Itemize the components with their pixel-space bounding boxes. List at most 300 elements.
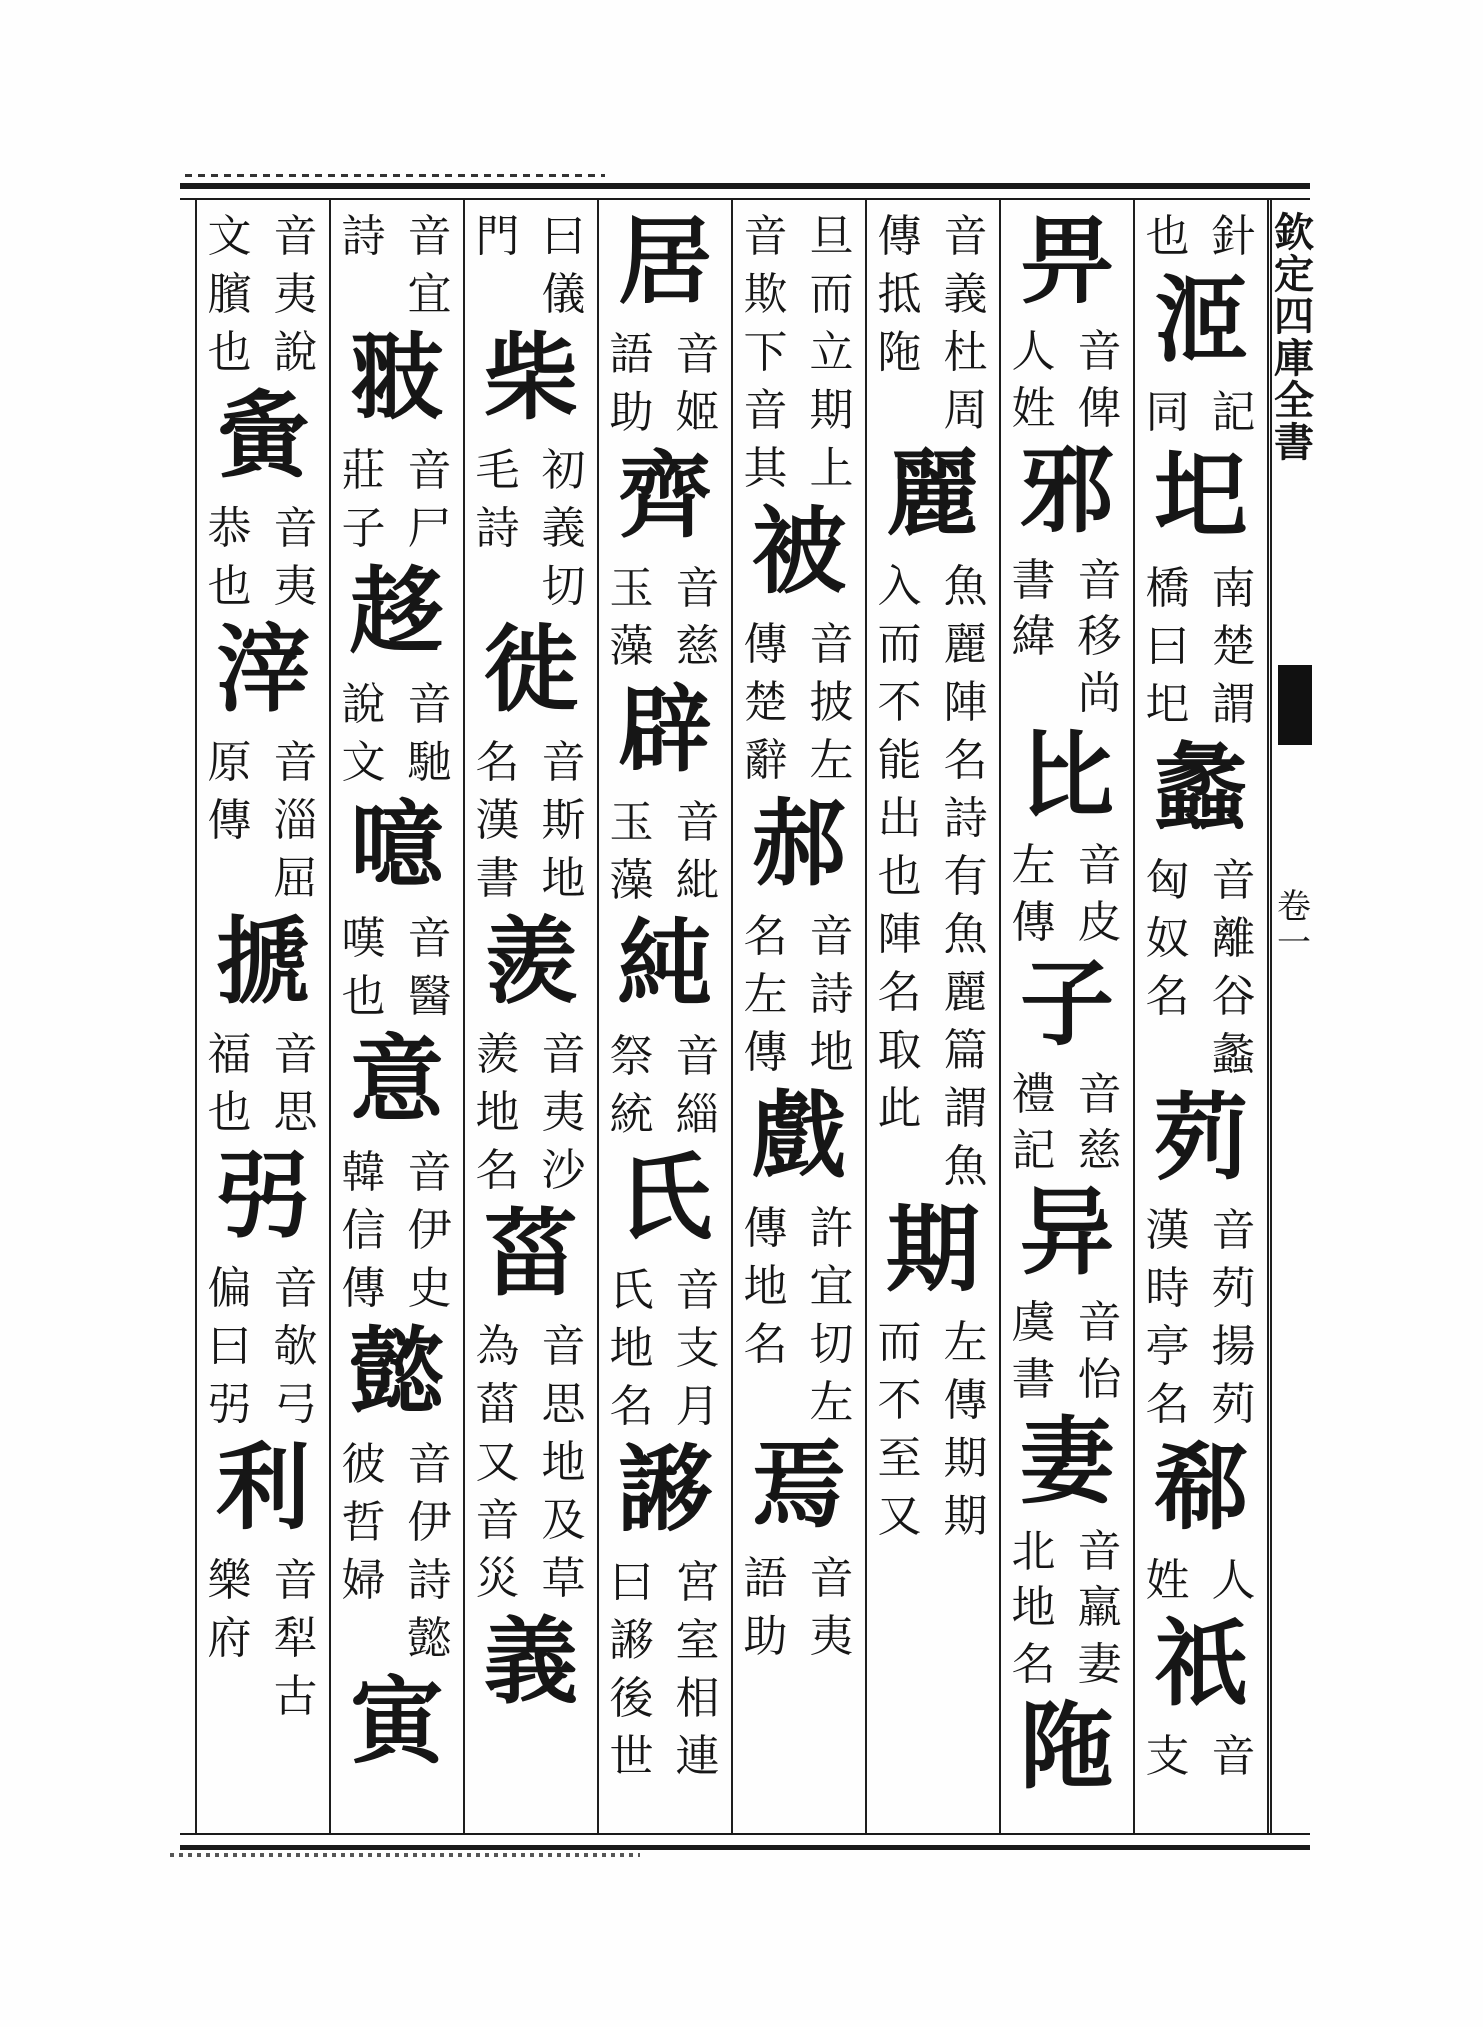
annotation-char-right: 杜 <box>943 327 988 378</box>
headword-char: 利 <box>215 1433 310 1543</box>
annotation-char-right: 音 <box>273 1555 318 1606</box>
annotation-char-right: 姬 <box>675 387 720 438</box>
annotation-char-left: 又 <box>877 1491 922 1542</box>
annotation-char-right: 史 <box>407 1263 452 1314</box>
annotation-char-left: 毛 <box>475 445 520 496</box>
annotation-char-right: 離 <box>1211 913 1256 964</box>
annotation-char-right: 緇 <box>675 1089 720 1140</box>
headword-char: 比 <box>1019 720 1114 831</box>
annotation-char-left: 統 <box>609 1089 654 1140</box>
annotation-char-left: 文 <box>207 211 252 262</box>
annotation-char-right: 及 <box>541 1495 586 1546</box>
annotation-char-left: 藻 <box>609 855 654 906</box>
annotation-char-left: 傳 <box>341 1263 386 1314</box>
annotation-char-left: 羨 <box>475 1029 520 1080</box>
annotation-char-right: 記 <box>1211 387 1256 438</box>
headword-char: 氏 <box>617 1143 712 1253</box>
annotation-char-right: 音 <box>407 913 452 964</box>
volume-label: 卷一 <box>1277 887 1311 963</box>
annotation-char-right: 音 <box>675 563 720 614</box>
headword-char: 陁 <box>1019 1691 1114 1802</box>
annotation-char-right: 人 <box>1211 1555 1256 1606</box>
annotation-char-left: 緯 <box>1011 611 1056 663</box>
annotation-char-right: 期 <box>943 1491 988 1542</box>
headword-char: 菑 <box>483 1199 578 1309</box>
annotation-char-right: 弓 <box>273 1379 318 1430</box>
headword-char: 噫 <box>349 791 444 901</box>
annotation-char-left: 信 <box>341 1205 386 1256</box>
headword-char: 祇 <box>1153 1609 1248 1719</box>
annotation-char-left: 下 <box>743 327 788 378</box>
annotation-char-left: 匈 <box>1145 855 1190 906</box>
annotation-char-right: 南 <box>1211 563 1256 614</box>
annotation-char-right: 左 <box>809 1377 854 1428</box>
headword-char: 搋 <box>215 907 310 1017</box>
annotation-char-right: 思 <box>273 1087 318 1138</box>
annotation-char-left: 亭 <box>1145 1321 1190 1372</box>
annotation-char-right: 懿 <box>407 1613 452 1664</box>
annotation-char-left: 姓 <box>1145 1555 1190 1606</box>
annotation-char-left: 能 <box>877 735 922 786</box>
annotation-char-left: 氏 <box>609 1265 654 1316</box>
annotation-char-left: 名 <box>475 1145 520 1196</box>
annotation-char-right: 音 <box>273 1263 318 1314</box>
annotation-char-left: 傳 <box>877 211 922 262</box>
top-border-thin <box>180 198 1310 200</box>
annotation-char-left: 助 <box>609 387 654 438</box>
annotation-char-left: 傳 <box>743 1203 788 1254</box>
annotation-char-right: 紕 <box>675 855 720 906</box>
annotation-char-left: 名 <box>1145 971 1190 1022</box>
annotation-char-left: 記 <box>1011 1125 1056 1177</box>
annotation-char-right: 謂 <box>1211 679 1256 730</box>
annotation-char-left: 門 <box>475 211 520 262</box>
annotation-char-left: 也 <box>207 1087 252 1138</box>
headword-char: 期 <box>885 1195 980 1305</box>
annotation-char-right: 草 <box>541 1553 586 1604</box>
headword-char: 羨 <box>483 907 578 1017</box>
annotation-char-right: 音 <box>1077 1068 1122 1120</box>
annotation-char-right: 支 <box>675 1323 720 1374</box>
annotation-char-right: 義 <box>541 503 586 554</box>
annotation-char-right: 宜 <box>809 1261 854 1312</box>
text-column <box>464 211 598 1825</box>
annotation-char-left: 婦 <box>341 1555 386 1606</box>
annotation-char-right: 音 <box>407 1147 452 1198</box>
headword-char: 居 <box>617 207 712 317</box>
bottom-border-thin <box>180 1833 1310 1835</box>
annotation-char-left: 不 <box>877 1375 922 1426</box>
top-border-thick <box>180 183 1310 189</box>
headword-char: 畀 <box>1019 207 1114 317</box>
annotation-char-right: 音 <box>1211 1205 1256 1256</box>
annotation-char-left: 陣 <box>877 909 922 960</box>
annotation-char-left: 漢 <box>1145 1205 1190 1256</box>
annotation-char-left: 漢 <box>475 795 520 846</box>
annotation-char-right: 音 <box>1077 554 1122 606</box>
annotation-char-left: 也 <box>877 851 922 902</box>
annotation-char-right: 欹 <box>273 1321 318 1372</box>
annotation-char-left: 而 <box>877 1317 922 1368</box>
annotation-char-left: 福 <box>207 1029 252 1080</box>
annotation-char-left: 恭 <box>207 503 252 554</box>
annotation-char-right: 蠡 <box>1211 1029 1256 1080</box>
annotation-char-right: 謂 <box>943 1083 988 1134</box>
headword-char: 趍 <box>349 557 444 667</box>
annotation-char-left: 取 <box>877 1025 922 1076</box>
headword-char: 妻 <box>1019 1406 1114 1517</box>
annotation-char-right: 詩 <box>809 969 854 1020</box>
headword-char: 徙 <box>483 615 578 725</box>
annotation-char-right: 音 <box>809 1553 854 1604</box>
annotation-char-right: 音 <box>273 737 318 788</box>
annotation-char-right: 音 <box>1211 855 1256 906</box>
annotation-char-left: 其 <box>743 443 788 494</box>
headword-char: 焉 <box>751 1431 846 1541</box>
annotation-char-left: 為 <box>475 1321 520 1372</box>
headword-char: 茢 <box>1153 1083 1248 1193</box>
annotation-char-left: 入 <box>877 561 922 612</box>
annotation-char-left: 陁 <box>877 327 922 378</box>
annotation-char-right: 許 <box>809 1203 854 1254</box>
headword-char: 蠡 <box>1153 733 1248 843</box>
annotation-char-left: 名 <box>1145 1379 1190 1430</box>
annotation-char-right: 相 <box>675 1673 720 1724</box>
annotation-char-left: 地 <box>475 1087 520 1138</box>
annotation-char-right: 夷 <box>273 269 318 320</box>
annotation-char-right: 音 <box>407 211 452 262</box>
annotation-char-right: 犁 <box>273 1613 318 1664</box>
annotation-char-left: 虞 <box>1011 1297 1056 1349</box>
annotation-char-right: 妻 <box>1077 1639 1122 1691</box>
annotation-char-left: 曰 <box>207 1321 252 1372</box>
headword-char: 滓 <box>215 615 310 725</box>
annotation-char-left: 世 <box>609 1731 654 1782</box>
annotation-char-right: 詩 <box>943 793 988 844</box>
annotation-char-right: 夷 <box>273 561 318 612</box>
annotation-char-left: 支 <box>1145 1731 1190 1782</box>
annotation-char-left: 北 <box>1011 1525 1056 1577</box>
annotation-char-left: 文 <box>341 737 386 788</box>
annotation-char-left: 府 <box>207 1613 252 1664</box>
annotation-char-left: 臏 <box>207 269 252 320</box>
headword-char: 齊 <box>617 441 712 551</box>
annotation-char-right: 立 <box>809 327 854 378</box>
annotation-char-right: 音 <box>943 211 988 262</box>
headword-char: 郗 <box>1153 1433 1248 1543</box>
annotation-char-left: 欺 <box>743 269 788 320</box>
annotation-char-right: 屈 <box>273 853 318 904</box>
annotation-char-right: 音 <box>1211 1731 1256 1782</box>
annotation-char-right: 音 <box>675 1265 720 1316</box>
fishtail-mark <box>1278 665 1312 745</box>
text-column <box>732 211 866 1825</box>
scan-noise-bottom <box>170 1853 640 1857</box>
annotation-char-left: 玉 <box>609 563 654 614</box>
annotation-char-right: 地 <box>541 1437 586 1488</box>
annotation-char-right: 楚 <box>1211 621 1256 672</box>
annotation-char-right: 旦 <box>809 211 854 262</box>
annotation-char-right: 尸 <box>407 503 452 554</box>
annotation-char-right: 怡 <box>1077 1353 1122 1405</box>
annotation-char-left: 名 <box>1011 1639 1056 1691</box>
annotation-char-left: 說 <box>341 679 386 730</box>
annotation-char-right: 夷 <box>541 1087 586 1138</box>
annotation-char-right: 慈 <box>1077 1125 1122 1177</box>
annotation-char-right: 切 <box>541 561 586 612</box>
annotation-char-right: 音 <box>675 329 720 380</box>
annotation-char-right: 揚 <box>1211 1321 1256 1372</box>
headword-char: 柴 <box>483 323 578 433</box>
annotation-char-right: 左 <box>943 1317 988 1368</box>
annotation-char-right: 音 <box>1077 326 1122 378</box>
annotation-char-left: 左 <box>1011 840 1056 892</box>
annotation-char-right: 音 <box>675 797 720 848</box>
annotation-char-left: 助 <box>743 1611 788 1662</box>
headword-char: 洍 <box>1153 265 1248 375</box>
annotation-char-right: 連 <box>675 1731 720 1782</box>
annotation-char-left: 辭 <box>743 735 788 786</box>
annotation-char-right: 沙 <box>541 1145 586 1196</box>
annotation-char-left: 奴 <box>1145 913 1190 964</box>
headword-char: 意 <box>349 1025 444 1135</box>
headword-char: 義 <box>483 1607 578 1717</box>
annotation-char-left: 書 <box>1011 554 1056 606</box>
text-column <box>598 207 732 1825</box>
annotation-char-right: 音 <box>675 1031 720 1082</box>
annotation-char-right: 夷 <box>809 1611 854 1662</box>
annotation-char-left: 名 <box>743 1319 788 1370</box>
headword-char: 翄 <box>349 323 444 433</box>
annotation-char-left: 彼 <box>341 1439 386 1490</box>
annotation-char-left: 嘆 <box>341 913 386 964</box>
annotation-char-left: 至 <box>877 1433 922 1484</box>
annotation-char-left: 不 <box>877 677 922 728</box>
annotation-char-right: 切 <box>809 1319 854 1370</box>
annotation-char-left: 名 <box>743 911 788 962</box>
annotation-char-left: 傳 <box>743 619 788 670</box>
annotation-char-right: 篇 <box>943 1025 988 1076</box>
headword-char: 夤 <box>215 381 310 491</box>
annotation-char-left: 出 <box>877 793 922 844</box>
annotation-char-left: 橋 <box>1145 563 1190 614</box>
annotation-char-right: 初 <box>541 445 586 496</box>
annotation-char-left: 詩 <box>475 503 520 554</box>
annotation-char-right: 淄 <box>273 795 318 846</box>
headword-char: 子 <box>1019 949 1114 1060</box>
annotation-char-left: 菑 <box>475 1379 520 1430</box>
annotation-char-left: 左 <box>743 969 788 1020</box>
annotation-char-right: 期 <box>943 1433 988 1484</box>
annotation-char-left: 樂 <box>207 1555 252 1606</box>
annotation-char-left: 災 <box>475 1553 520 1604</box>
annotation-char-right: 有 <box>943 851 988 902</box>
annotation-char-right: 地 <box>541 853 586 904</box>
annotation-char-right: 斯 <box>541 795 586 846</box>
annotation-char-right: 而 <box>809 269 854 320</box>
annotation-char-left: 又 <box>475 1437 520 1488</box>
annotation-char-right: 移 <box>1077 611 1122 663</box>
annotation-char-left: 哲 <box>341 1497 386 1548</box>
annotation-char-right: 左 <box>809 735 854 786</box>
annotation-char-right: 上 <box>809 443 854 494</box>
annotation-char-left: 名 <box>609 1381 654 1432</box>
annotation-char-left: 語 <box>743 1553 788 1604</box>
annotation-char-left: 也 <box>207 561 252 612</box>
annotation-char-left: 地 <box>609 1323 654 1374</box>
annotation-char-right: 音 <box>273 503 318 554</box>
annotation-char-left: 圯 <box>1145 679 1190 730</box>
annotation-char-right: 茢 <box>1211 1379 1256 1430</box>
annotation-char-left: 弜 <box>207 1379 252 1430</box>
annotation-char-left: 抵 <box>877 269 922 320</box>
annotation-char-right: 尚 <box>1077 668 1122 720</box>
annotation-char-right: 音 <box>541 1029 586 1080</box>
annotation-char-left: 詩 <box>341 211 386 262</box>
annotation-char-right: 皮 <box>1077 896 1122 948</box>
headword-char: 异 <box>1019 1177 1114 1288</box>
annotation-char-right: 月 <box>675 1381 720 1432</box>
annotation-char-right: 音 <box>809 619 854 670</box>
headword-char: 辟 <box>617 675 712 785</box>
annotation-char-left: 音 <box>743 385 788 436</box>
annotation-char-right: 慈 <box>675 621 720 672</box>
headword-char: 純 <box>617 909 712 1019</box>
headword-char: 邪 <box>1019 435 1114 546</box>
annotation-char-left: 謻 <box>609 1615 654 1666</box>
annotation-char-left: 地 <box>743 1261 788 1312</box>
annotation-char-right: 醫 <box>407 971 452 1022</box>
annotation-char-left: 楚 <box>743 677 788 728</box>
book-title: 欽定四庫全書 <box>1274 209 1314 466</box>
annotation-char-right: 音 <box>407 1439 452 1490</box>
annotation-char-left: 曰 <box>609 1557 654 1608</box>
headword-char: 懿 <box>349 1317 444 1427</box>
annotation-char-right: 魚 <box>943 909 988 960</box>
annotation-char-left: 傳 <box>743 1027 788 1078</box>
annotation-char-left: 子 <box>341 503 386 554</box>
annotation-char-left: 禮 <box>1011 1068 1056 1120</box>
annotation-char-left: 曰 <box>1145 621 1190 672</box>
annotation-char-right: 曰 <box>541 211 586 262</box>
annotation-char-left: 此 <box>877 1083 922 1134</box>
annotation-char-left: 音 <box>475 1495 520 1546</box>
annotation-char-left: 時 <box>1145 1263 1190 1314</box>
headword-char: 弜 <box>215 1141 310 1251</box>
headword-char: 戲 <box>751 1081 846 1191</box>
text-column <box>196 211 330 1825</box>
annotation-char-right: 儀 <box>541 269 586 320</box>
annotation-char-right: 披 <box>809 677 854 728</box>
text-column <box>1134 211 1268 1825</box>
text-column <box>866 211 1000 1825</box>
annotation-char-left: 偏 <box>207 1263 252 1314</box>
annotation-char-right: 伊 <box>407 1205 452 1256</box>
annotation-char-right: 茢 <box>1211 1263 1256 1314</box>
headword-char: 寅 <box>349 1667 444 1777</box>
headword-char: 謻 <box>617 1435 712 1545</box>
annotation-char-right: 麗 <box>943 619 988 670</box>
annotation-char-right: 古 <box>273 1671 318 1722</box>
annotation-char-left: 韓 <box>341 1147 386 1198</box>
annotation-char-right: 思 <box>541 1379 586 1430</box>
annotation-char-left: 也 <box>207 327 252 378</box>
annotation-char-right: 義 <box>943 269 988 320</box>
annotation-char-right: 羸 <box>1077 1582 1122 1634</box>
annotation-char-right: 魚 <box>943 561 988 612</box>
bottom-border-thick <box>180 1845 1310 1850</box>
annotation-char-right: 谷 <box>1211 971 1256 1022</box>
annotation-char-left: 語 <box>609 329 654 380</box>
annotation-char-right: 期 <box>809 385 854 436</box>
annotation-char-left: 地 <box>1011 1582 1056 1634</box>
scan-noise-top <box>185 174 605 177</box>
annotation-char-right: 地 <box>809 1027 854 1078</box>
headword-char: 郝 <box>751 789 846 899</box>
annotation-char-left: 人 <box>1011 326 1056 378</box>
annotation-char-right: 音 <box>1077 840 1122 892</box>
annotation-char-right: 音 <box>541 1321 586 1372</box>
annotation-char-left: 後 <box>609 1673 654 1724</box>
text-column <box>330 211 464 1825</box>
annotation-char-right: 音 <box>273 1029 318 1080</box>
annotation-char-right: 名 <box>943 735 988 786</box>
text-column <box>1000 207 1134 1825</box>
annotation-char-left: 名 <box>877 967 922 1018</box>
annotation-char-right: 俾 <box>1077 382 1122 434</box>
annotation-char-left: 藻 <box>609 621 654 672</box>
annotation-char-left: 書 <box>475 853 520 904</box>
annotation-char-left: 也 <box>1145 211 1190 262</box>
headword-char: 圯 <box>1153 441 1248 551</box>
annotation-char-left: 原 <box>207 737 252 788</box>
page-margin-column <box>1270 200 1316 1833</box>
annotation-char-right: 馳 <box>407 737 452 788</box>
annotation-char-left: 祭 <box>609 1031 654 1082</box>
annotation-char-left: 玉 <box>609 797 654 848</box>
annotation-char-right: 音 <box>407 679 452 730</box>
annotation-char-right: 音 <box>407 445 452 496</box>
annotation-char-right: 音 <box>809 911 854 962</box>
headword-char: 麗 <box>885 439 980 549</box>
annotation-char-right: 音 <box>1077 1297 1122 1349</box>
annotation-char-right: 說 <box>273 327 318 378</box>
annotation-char-right: 音 <box>541 737 586 788</box>
annotation-char-right: 魚 <box>943 1141 988 1192</box>
annotation-char-right: 伊 <box>407 1497 452 1548</box>
annotation-char-left: 傳 <box>1011 896 1056 948</box>
annotation-char-left: 音 <box>743 211 788 262</box>
annotation-char-right: 宜 <box>407 269 452 320</box>
annotation-char-right: 陣 <box>943 677 988 728</box>
annotation-char-right: 周 <box>943 385 988 436</box>
annotation-char-right: 傳 <box>943 1375 988 1426</box>
headword-char: 被 <box>751 497 846 607</box>
annotation-char-right: 室 <box>675 1615 720 1666</box>
annotation-char-left: 莊 <box>341 445 386 496</box>
annotation-char-right: 音 <box>1077 1525 1122 1577</box>
annotation-char-left: 傳 <box>207 795 252 846</box>
annotation-char-left: 書 <box>1011 1353 1056 1405</box>
annotation-char-left: 姓 <box>1011 382 1056 434</box>
annotation-char-right: 宮 <box>675 1557 720 1608</box>
annotation-char-right: 針 <box>1211 211 1256 262</box>
annotation-char-left: 同 <box>1145 387 1190 438</box>
annotation-char-right: 音 <box>273 211 318 262</box>
annotation-char-left: 名 <box>475 737 520 788</box>
annotation-char-right: 麗 <box>943 967 988 1018</box>
annotation-char-left: 也 <box>341 971 386 1022</box>
